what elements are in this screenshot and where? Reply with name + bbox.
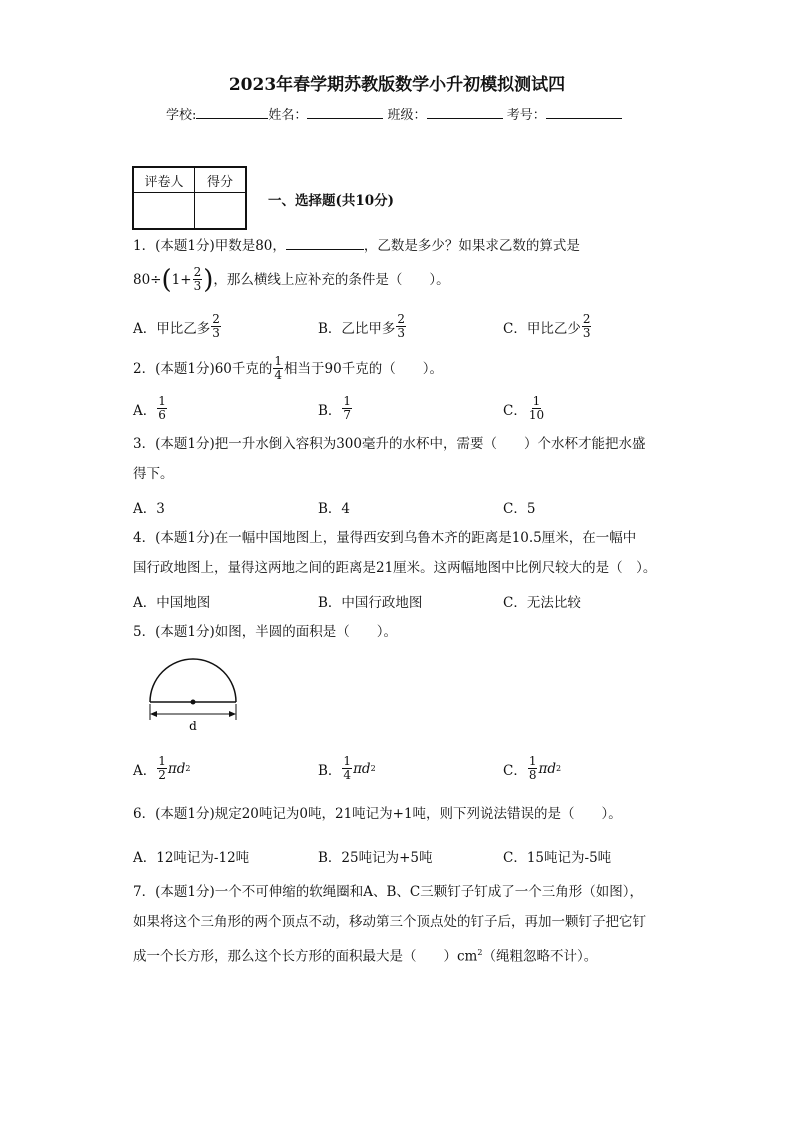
question-1-line-2 <box>133 266 450 293</box>
q5-option-c[interactable]: C． $\frac{1}{8}$ πd 2 <box>503 754 562 782</box>
semicircle-center <box>191 700 196 705</box>
q1-formula-c: ，那么横线上应补充的条件是（ ）。 <box>213 271 450 288</box>
q1-fraction: $\frac{2}{3}$ <box>193 265 202 293</box>
dim-arrow-right <box>229 711 236 717</box>
q2-option-b[interactable]: B． $\frac{1}{7}$ <box>318 394 352 422</box>
page-title: 2023年春学期苏教版数学小升初模拟测试四 <box>228 75 566 95</box>
exam-no-label: 考号： <box>506 108 546 123</box>
question-7-line-2: 如果将这个三角形的两个顶点不动，移动第三个顶点处的钉子后，再加一颗钉子把它钉 <box>133 914 646 930</box>
class-label: 班级： <box>387 108 427 123</box>
question-4-line-1: 4．(本题1分)在一幅中国地图上，量得西安到乌鲁木齐的距离是10.5厘米，在一幅中 <box>133 530 637 546</box>
question-1-line-1 <box>133 236 580 256</box>
score-cell[interactable] <box>195 193 247 230</box>
q4-option-b[interactable]: B．中国行政地图 <box>318 595 423 611</box>
question-7-line-3: 成一个长方形，那么这个长方形的面积最大是（ ）$cm^2$（绳粗忽略不计）。 <box>133 948 598 965</box>
q1-option-a[interactable]: A．甲比乙多 $\frac{2}{3}$ <box>133 312 220 340</box>
right-paren: ) <box>203 264 214 295</box>
question-6: 6．(本题1分)规定20吨记为0吨，21吨记为+1吨，则下列说法错误的是（ ）。 <box>133 806 622 822</box>
q6-option-b[interactable]: B．25吨记为+5吨 <box>318 850 433 866</box>
question-5: 5．(本题1分)如图，半圆的面积是（ ）。 <box>133 624 397 640</box>
diameter-label: d <box>189 719 197 733</box>
school-label: 学校: <box>166 108 197 123</box>
score-table <box>132 166 247 230</box>
name-label: 姓名： <box>268 108 308 123</box>
q1-formula-a: 80÷ <box>133 271 162 288</box>
q2-option-c[interactable]: C． $\frac{1}{10}$ <box>503 394 545 422</box>
score-header: 得分 <box>195 167 247 193</box>
q2-option-a[interactable]: A． $\frac{1}{6}$ <box>133 394 166 422</box>
q2-fraction: $\frac{1}{4}$ <box>274 354 283 382</box>
question-2: 2．(本题1分)60千克的 $\frac{1}{4}$ 相当于90千克的（ ）。 <box>133 354 443 382</box>
q4-option-a[interactable]: A．中国地图 <box>133 595 211 611</box>
q6-option-c[interactable]: C．15吨记为-5吨 <box>503 850 612 866</box>
q5-option-a[interactable]: A． $\frac{1}{2}$ πd 2 <box>133 754 191 782</box>
q4-option-c[interactable]: C．无法比较 <box>503 595 581 611</box>
question-3-line-1: 3．(本题1分)把一升水倒入容积为300毫升的水杯中，需要（ ）个水杯才能把水盛 <box>133 436 646 452</box>
q5-option-b[interactable]: B． $\frac{1}{4}$ πd 2 <box>318 754 376 782</box>
dim-arrow-left <box>150 711 157 717</box>
q1-formula-b: 1+ <box>171 271 192 288</box>
question-7-line-1: 7．(本题1分)一个不可伸缩的软绳圈和A、B、C三颗钉子钉成了一个三角形（如图）， <box>133 884 643 900</box>
semicircle-arc <box>150 659 236 702</box>
class-blank <box>427 106 503 119</box>
reviewer-header: 评卷人 <box>133 167 195 193</box>
q6-option-a[interactable]: A．12吨记为-12吨 <box>133 850 250 866</box>
left-paren: ( <box>161 264 172 295</box>
q3-option-c[interactable]: C．5 <box>503 501 536 517</box>
q1-option-c[interactable]: C．甲比乙少 $\frac{2}{3}$ <box>503 312 591 340</box>
question-4-line-2: 国行政地图上，量得这两地之间的距离是21厘米。这两幅地图中比例尺较大的是（ ）。 <box>133 560 657 576</box>
exam-no-blank <box>546 106 622 119</box>
semicircle-figure <box>140 652 250 742</box>
student-info-line <box>166 104 622 123</box>
q3-option-a[interactable]: A．3 <box>133 501 165 517</box>
name-blank <box>307 106 383 119</box>
q1-text-a: 1．(本题1分)甲数是80， <box>133 238 286 254</box>
q3-option-b[interactable]: B．4 <box>318 501 351 517</box>
q1-text-b: ，乙数是多少？如果求乙数的算式是 <box>363 238 580 254</box>
question-3-line-2: 得下。 <box>133 466 174 482</box>
q1-option-b[interactable]: B．乙比甲多 $\frac{2}{3}$ <box>318 312 406 340</box>
section-heading: 一、选择题(共10分) <box>268 193 395 209</box>
school-blank <box>196 106 268 119</box>
q1-answer-blank <box>286 237 364 250</box>
reviewer-cell[interactable] <box>133 193 195 230</box>
